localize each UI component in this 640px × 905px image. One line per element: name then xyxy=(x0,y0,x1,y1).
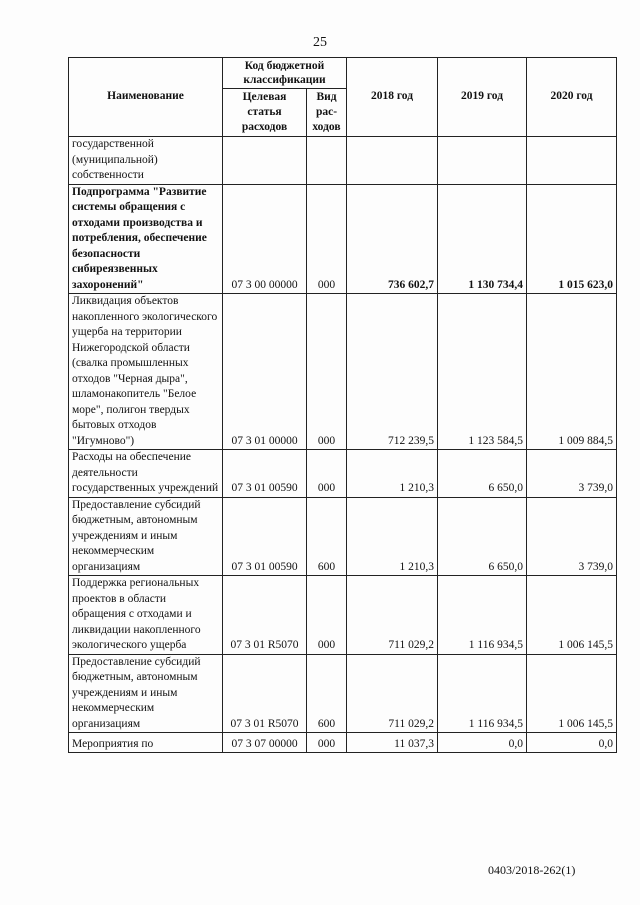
header-year-2018: 2018 год xyxy=(347,58,438,137)
row-expense-type: 600 xyxy=(307,497,347,576)
row-2018: 11 037,3 xyxy=(347,733,438,753)
row-name: Поддержка региональных проектов в области обращения с отходами и ликвидации накопленного экологического ущерба xyxy=(69,576,223,655)
row-name: Ликвидация объектов накопленного экологического ущерба на территории Нижегородской области (свалка промышленных отходов "Черная дыра", шламонакопитель "Белое море", полигон твердых бытовых отходов "Игумново") xyxy=(69,294,223,450)
table-row xyxy=(69,184,617,294)
row-2018: 1 210,3 xyxy=(347,497,438,576)
header-expense-type: Вид рас- ходов xyxy=(307,89,347,137)
row-name: Подпрограмма "Развитие системы обращения с отходами производства и потребления, обеспечение безопасности сибиреязвенных захоронений" xyxy=(69,184,223,294)
row-code: 07 3 01 00590 xyxy=(223,497,307,576)
table-row xyxy=(69,497,617,576)
row-name: Предоставление субсидий бюджетным, автономным учреждениям и иным некоммерческим организациям xyxy=(69,654,223,733)
row-2020: 3 739,0 xyxy=(527,497,617,576)
row-name: Предоставление субсидий бюджетным, автономным учреждениям и иным некоммерческим организациям xyxy=(69,497,223,576)
header-name: Наименование xyxy=(69,58,223,137)
page-number: 25 xyxy=(313,35,327,50)
row-expense-type: 000 xyxy=(307,733,347,753)
row-2018: 711 029,2 xyxy=(347,654,438,733)
row-expense-type: 000 xyxy=(307,450,347,498)
header-code-group: Код бюджетной классификации xyxy=(223,58,347,89)
row-2019: 6 650,0 xyxy=(438,450,527,498)
row-2018: 1 210,3 xyxy=(347,450,438,498)
table-row xyxy=(69,576,617,655)
row-expense-type: 000 xyxy=(307,576,347,655)
table-row xyxy=(69,450,617,498)
row-2020: 0,0 xyxy=(527,733,617,753)
row-2019: 1 116 934,5 xyxy=(438,654,527,733)
row-code: 07 3 01 00000 xyxy=(223,294,307,450)
row-code: 07 3 07 00000 xyxy=(223,733,307,753)
table-row xyxy=(69,654,617,733)
row-2020: 1 015 623,0 xyxy=(527,184,617,294)
header-target-article: Целевая статья расходов xyxy=(223,89,307,137)
table-row xyxy=(69,733,617,753)
row-2018: 711 029,2 xyxy=(347,576,438,655)
budget-table xyxy=(68,57,617,753)
row-2018: 736 602,7 xyxy=(347,184,438,294)
row-name: государственной (муниципальной) собственности xyxy=(69,137,223,185)
row-2020: 1 009 884,5 xyxy=(527,294,617,450)
row-2020 xyxy=(527,137,617,185)
row-2020: 1 006 145,5 xyxy=(527,576,617,655)
document-code: 0403/2018-262(1) xyxy=(488,863,576,877)
row-2019: 1 123 584,5 xyxy=(438,294,527,450)
row-name: Мероприятия по xyxy=(69,733,223,753)
row-code: 07 3 00 00000 xyxy=(223,184,307,294)
table-row xyxy=(69,294,617,450)
row-expense-type: 000 xyxy=(307,184,347,294)
row-2019: 6 650,0 xyxy=(438,497,527,576)
table-body xyxy=(69,137,617,753)
row-2019: 1 130 734,4 xyxy=(438,184,527,294)
header-year-2019: 2019 год xyxy=(438,58,527,137)
table-row xyxy=(69,137,617,185)
header-year-2020: 2020 год xyxy=(527,58,617,137)
row-code: 07 3 01 00590 xyxy=(223,450,307,498)
row-2020: 1 006 145,5 xyxy=(527,654,617,733)
row-expense-type: 000 xyxy=(307,294,347,450)
row-code: 07 3 01 R5070 xyxy=(223,654,307,733)
row-2020: 3 739,0 xyxy=(527,450,617,498)
row-expense-type: 600 xyxy=(307,654,347,733)
row-2019: 1 116 934,5 xyxy=(438,576,527,655)
row-name: Расходы на обеспечение деятельности государственных учреждений xyxy=(69,450,223,498)
row-2019: 0,0 xyxy=(438,733,527,753)
row-code xyxy=(223,137,307,185)
row-2019 xyxy=(438,137,527,185)
row-2018: 712 239,5 xyxy=(347,294,438,450)
row-expense-type xyxy=(307,137,347,185)
row-code: 07 3 01 R5070 xyxy=(223,576,307,655)
row-2018 xyxy=(347,137,438,185)
